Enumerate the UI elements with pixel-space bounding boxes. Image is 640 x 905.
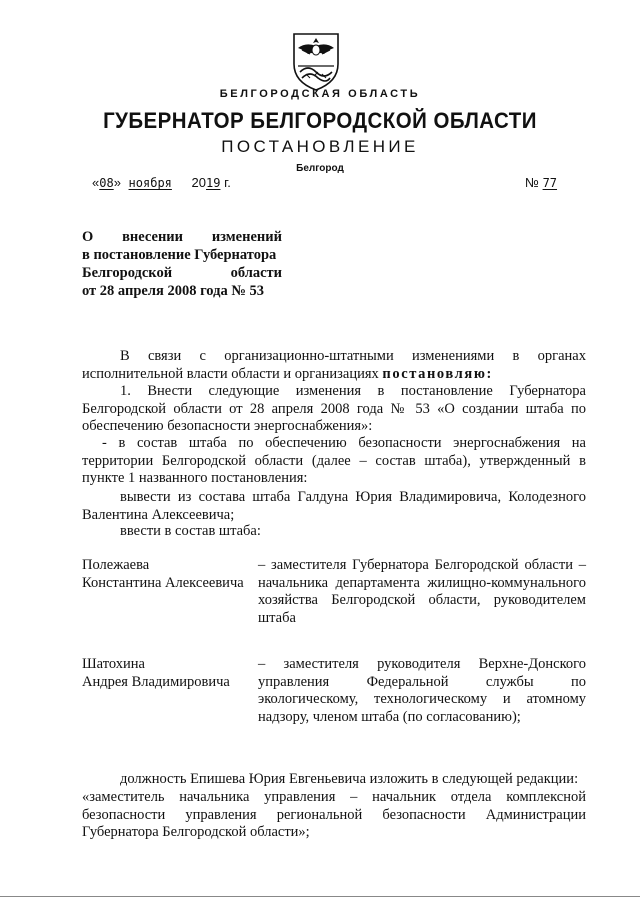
- member-given-names: Андрея Владимировича: [82, 673, 230, 690]
- title-line: в постановление Губернатора: [82, 247, 277, 263]
- paragraph-3: вывести из состава штаба Галдуна Юрия Владимировича, Колодезного Валентина Алексеевича;: [82, 489, 586, 523]
- paragraph-5: должность Епишева Юрия Евгеньевича изложить в следующей редакции:: [120, 771, 579, 787]
- title-word: внесении: [122, 229, 184, 245]
- date-month: ноября: [128, 176, 172, 190]
- date-close-quote: »: [113, 175, 121, 190]
- member-name: [82, 656, 258, 726]
- title-word: области: [230, 265, 282, 281]
- authority-heading: ГУБЕРНАТОР БЕЛГОРОДСКОЙ ОБЛАСТИ: [103, 108, 537, 133]
- region-heading: БЕЛГОРОДСКАЯ ОБЛАСТЬ: [219, 88, 421, 100]
- paragraph-1: 1. Внести следующие изменения в постановление Губернатора Белгородской области от 28 апреля 2008 года № 53 «О создании штаба по обеспечению безопасности энергоснабжения»:: [82, 383, 586, 434]
- title-line: [82, 264, 282, 282]
- intro-paragraph: [82, 348, 586, 383]
- member-role: – заместителя руководителя Верхне-Донского управления Федеральной службы по экологическому, технологическому и атомному надзору, членом штаба (по согласованию);: [258, 656, 586, 725]
- document-title: [82, 228, 282, 300]
- title-line: [82, 228, 282, 246]
- member-name: [82, 557, 258, 627]
- document-number: [525, 175, 571, 190]
- coat-of-arms-emblem: [288, 30, 344, 92]
- number-label: №: [525, 175, 539, 190]
- date-year-mark: г.: [224, 175, 231, 190]
- number-value: 77: [542, 176, 558, 190]
- member-given-names: Константина Алексеевича: [82, 574, 244, 591]
- paragraph-2: - в состав штаба по обеспечению безопасности энергоснабжения на территории Белгородской области (далее – состав штаба), утвержденный в пункте 1 названного постановления:: [82, 435, 586, 486]
- title-line: от 28 апреля 2008 года № 53: [82, 283, 265, 299]
- paragraph-4: ввести в состав штаба:: [120, 523, 261, 539]
- page-bottom-edge: [0, 896, 640, 897]
- city-label: Белгород: [296, 163, 344, 174]
- member-surname: Полежаева: [82, 557, 150, 573]
- date-year-prefix: 20: [191, 175, 206, 190]
- member-surname: Шатохина: [82, 656, 145, 672]
- title-word: Белгородской: [82, 265, 173, 281]
- paragraph-6: «заместитель начальника управления – начальник отдела комплексной безопасности управления региональной безопасности Администрации Губернатора Белгородской области»;: [82, 789, 586, 840]
- document-type-heading: ПОСТАНОВЛЕНИЕ: [221, 137, 419, 156]
- member-entry: [82, 656, 586, 726]
- date-year-suffix: 19: [206, 176, 221, 190]
- date-day: 08: [99, 176, 114, 190]
- date-line: [92, 175, 231, 190]
- title-word: О: [82, 229, 94, 245]
- decree-word: постановляю:: [382, 365, 493, 382]
- intro-text: В связи с организационно-штатными изменениями в органах исполнительной власти области и организациях: [82, 348, 586, 382]
- member-role: – заместителя Губернатора Белгородской области – начальника департамента жилищно-коммунального хозяйства Белгородской области, руководителем штаба: [258, 557, 586, 626]
- title-word: изменений: [211, 229, 282, 245]
- date-open-quote: «: [92, 175, 100, 190]
- member-entry: [82, 557, 586, 627]
